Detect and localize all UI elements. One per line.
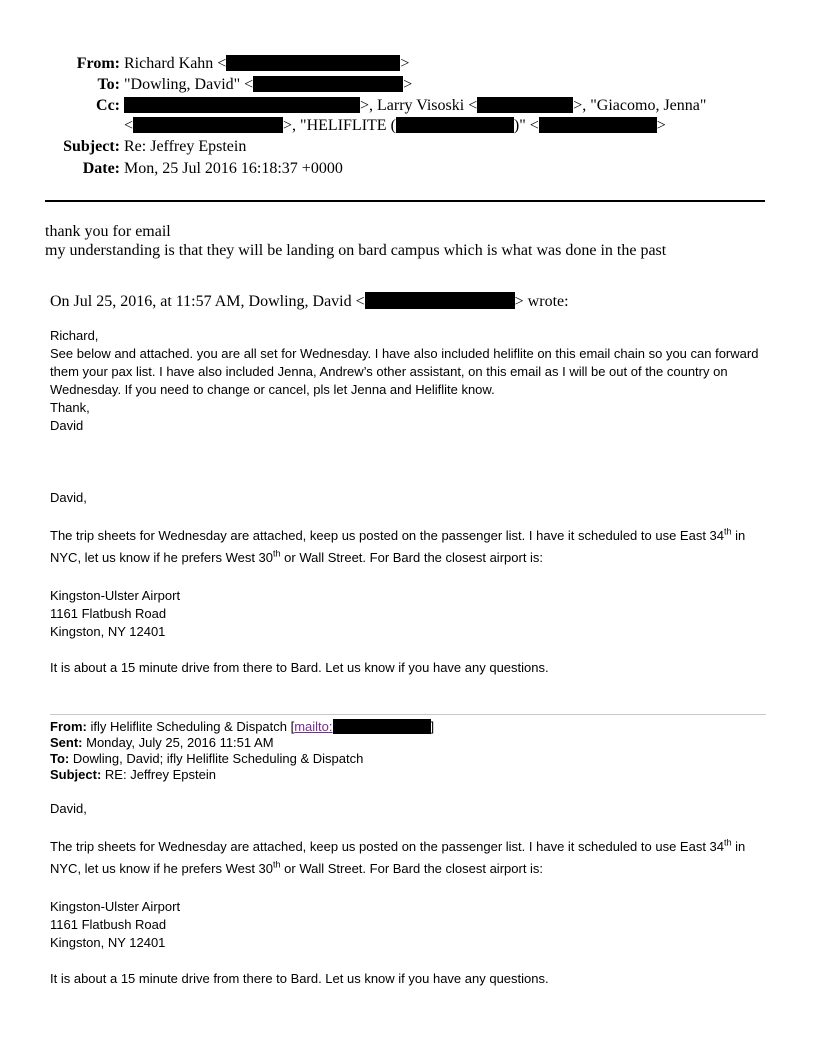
trip-text-c: or Wall Street. For Bard the closest airport is:	[280, 861, 544, 876]
cc-line2-start: <	[124, 117, 134, 134]
from-label: From:	[76, 55, 120, 72]
trip-text-b: in NYC, let us know if he prefers West 30	[50, 528, 746, 565]
subject-label: Subject:	[63, 138, 120, 155]
trip-text-a: The trip sheets for Wednesday are attached, keep us posted on the passenger list. I have it scheduled to use East 34	[50, 839, 725, 854]
fwd-sent-row	[50, 735, 434, 751]
msg-greeting: David,	[50, 801, 87, 816]
redaction-block	[253, 76, 403, 92]
quoted-message	[50, 327, 770, 435]
date-row	[0, 158, 816, 179]
quote-intro	[50, 292, 569, 312]
address-line-1: Kingston-Ulster Airport	[50, 588, 181, 603]
msg-closing: It is about a 15 minute drive from there to Bard. Let us know if you have any questions.	[50, 660, 549, 675]
msg-trip-paragraph	[50, 525, 770, 569]
cc-row-2	[0, 115, 816, 136]
superscript-th: th	[724, 526, 732, 537]
redaction-block	[477, 97, 573, 113]
address-line-3: Kingston, NY 12401	[50, 935, 166, 950]
cc-row	[0, 95, 816, 116]
trip-text-c: or Wall Street. For Bard the closest airport is:	[280, 550, 544, 565]
quote-greeting: Richard,	[50, 328, 99, 343]
header-divider	[45, 200, 765, 202]
mailto-link[interactable]: mailto:	[294, 719, 333, 734]
fwd-to-label: To:	[50, 751, 70, 766]
fwd-subject-row	[50, 767, 434, 783]
msg-greeting: David,	[50, 490, 87, 505]
from-value	[124, 53, 409, 74]
quote-intro-start: On Jul 25, 2016, at 11:57 AM, Dowling, David <	[50, 293, 365, 310]
to-label: To:	[97, 76, 120, 93]
fwd-subject-value: RE: Jeffrey Epstein	[101, 767, 216, 782]
fwd-sent-label: Sent:	[50, 735, 83, 750]
fwd-to-value: Dowling, David; ifly Heliflite Scheduling & Dispatch	[69, 751, 364, 766]
cc-part2: >, "Giacomo, Jenna"	[573, 97, 707, 114]
fwd-from-row	[50, 719, 434, 735]
heliflite-message-2	[50, 800, 770, 988]
subject-value: Re: Jeffrey Epstein	[124, 138, 247, 155]
redaction-block	[124, 97, 360, 113]
address-line-3: Kingston, NY 12401	[50, 624, 166, 639]
heliflite-message-1	[50, 489, 770, 677]
cc-label: Cc:	[96, 97, 120, 114]
fwd-to-row	[50, 751, 434, 767]
fwd-subject-label: Subject:	[50, 767, 102, 782]
date-label: Date:	[82, 160, 120, 177]
fwd-from-value: ifly Heliflite Scheduling & Dispatch [	[86, 719, 295, 734]
reply-line-1: thank you for email	[45, 223, 171, 240]
superscript-th: th	[273, 859, 281, 870]
fwd-from-label: From:	[50, 719, 87, 734]
cc-part4: )" <	[513, 117, 539, 134]
cc-value-2	[124, 115, 666, 136]
to-value	[124, 74, 412, 95]
subject-row	[0, 136, 816, 157]
redaction-block	[365, 292, 515, 309]
quote-thanks: Thank,	[50, 400, 90, 415]
quote-signature: David	[50, 418, 84, 433]
address-line-2: 1161 Flatbush Road	[50, 606, 167, 621]
cc-part3: >, "HELIFLITE (	[283, 117, 396, 134]
redaction-block	[539, 117, 657, 133]
redaction-block	[396, 117, 514, 133]
cc-part1: >, Larry Visoski <	[360, 97, 478, 114]
superscript-th: th	[273, 548, 281, 559]
trip-text-b: in NYC, let us know if he prefers West 30	[50, 839, 746, 876]
to-row	[0, 74, 816, 95]
redaction-block	[226, 55, 400, 71]
forward-divider	[50, 714, 766, 715]
msg-trip-paragraph	[50, 836, 770, 880]
trip-text-a: The trip sheets for Wednesday are attached, keep us posted on the passenger list. I have it scheduled to use East 34	[50, 528, 725, 543]
from-end: >	[400, 55, 410, 72]
quote-paragraph: See below and attached. you are all set for Wednesday. I have also included heliflite on this email chain so you can forward them your pax list. I have also included Jenna, Andrew’s other assistant, on this email as I will be out of the country on Wednesday. If you need to change or cancel, pls let Jenna and Heliflite know.	[50, 346, 759, 397]
fwd-sent-value: Monday, July 25, 2016 11:51 AM	[82, 735, 274, 750]
quote-intro-end: > wrote:	[514, 293, 569, 310]
fwd-from-end: ]	[430, 719, 435, 734]
reply-body	[45, 222, 666, 260]
date-value: Mon, 25 Jul 2016 16:18:37 +0000	[124, 160, 343, 177]
to-recipient: "Dowling, David" <	[124, 76, 254, 93]
cc-value	[124, 95, 706, 116]
superscript-th: th	[724, 837, 732, 848]
redaction-block	[133, 117, 283, 133]
forward-header	[50, 719, 434, 783]
reply-line-2: my understanding is that they will be landing on bard campus which is what was done in the past	[45, 242, 667, 259]
from-sender: Richard Kahn <	[124, 55, 227, 72]
from-row	[0, 53, 816, 74]
redaction-block	[333, 719, 431, 734]
msg-closing: It is about a 15 minute drive from there to Bard. Let us know if you have any questions.	[50, 971, 549, 986]
to-end: >	[403, 76, 413, 93]
cc-part5: >	[656, 117, 666, 134]
address-line-2: 1161 Flatbush Road	[50, 917, 167, 932]
address-line-1: Kingston-Ulster Airport	[50, 899, 181, 914]
